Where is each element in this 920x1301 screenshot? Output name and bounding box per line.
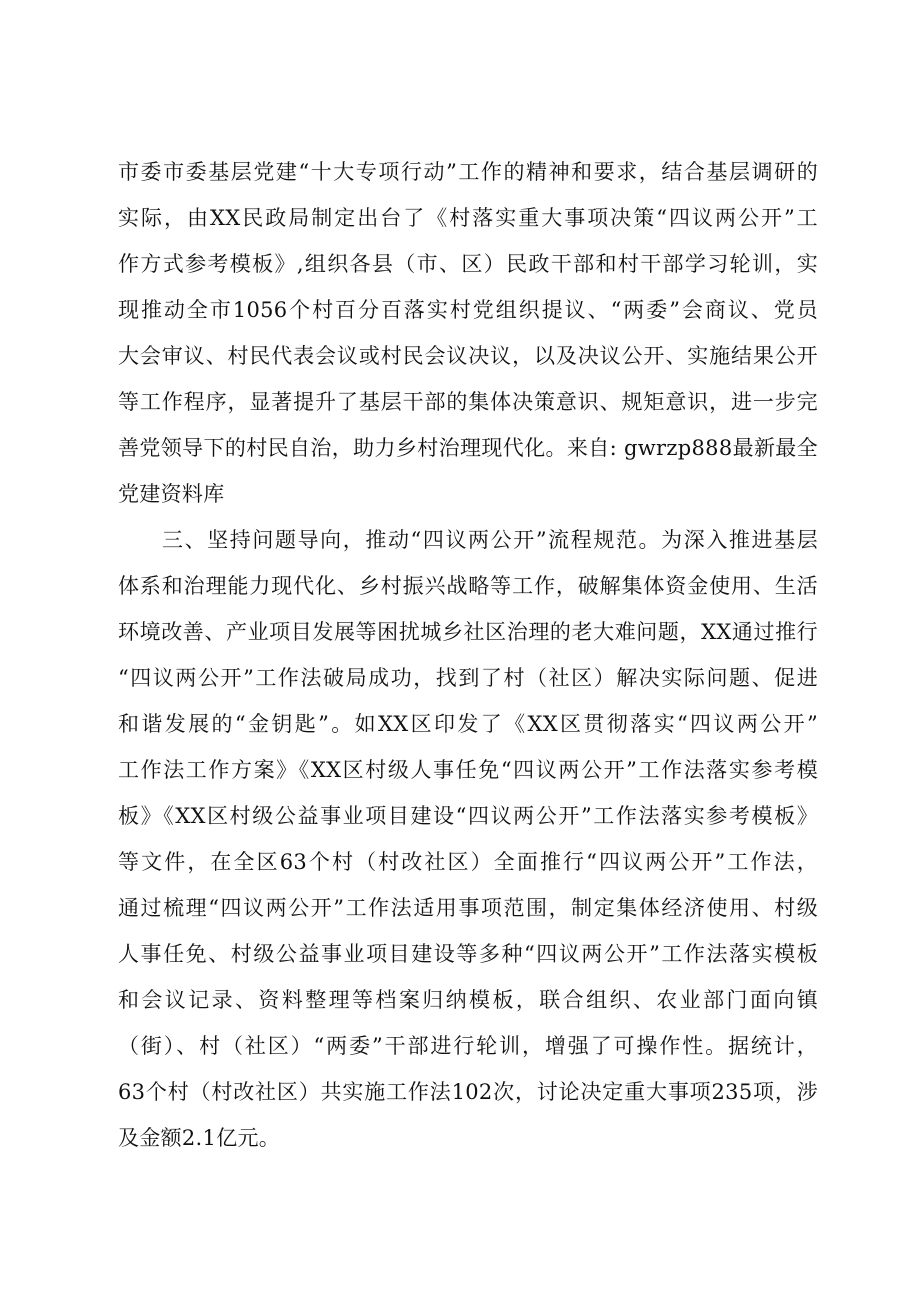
text-line: 通过梳理“四议两公开”工作法适用事项范围，制定集体经济使用、村级	[118, 896, 818, 920]
text-line: 等文件，在全区63个村（村改社区）全面推行“四议两公开”工作法，	[118, 850, 818, 874]
text-line: 环境改善、产业项目发展等困扰城乡社区治理的老大难问题，XX通过推行	[118, 620, 818, 644]
text-line: 体系和治理能力现代化、乡村振兴战略等工作，破解集体资金使用、生活	[118, 574, 818, 598]
text-line: 和谐发展的“金钥匙”。如XX区印发了《XX区贯彻落实“四议两公开”	[118, 712, 818, 736]
text-line: 及金额2.1亿元。	[118, 1126, 281, 1150]
text-line: 作方式参考模板》,组织各县（市、区）民政干部和村干部学习轮训，实	[118, 252, 818, 276]
text-line: “四议两公开”工作法破局成功，找到了村（社区）解决实际问题、促进	[118, 666, 818, 690]
text-line: 等工作程序，显著提升了基层干部的集体决策意识、规矩意识，进一步完	[118, 390, 818, 414]
text-line: 党建资料库	[118, 482, 225, 506]
text-line: 大会审议、村民代表会议或村民会议决议，以及决议公开、实施结果公开	[118, 344, 818, 368]
text-line: 63个村（村改社区）共实施工作法102次，讨论决定重大事项235项，涉	[118, 1080, 818, 1104]
text-line: 工作法工作方案》《XX区村级人事任免“四议两公开”工作法落实参考模	[118, 758, 818, 782]
text-line: 现推动全市1056个村百分百落实村党组织提议、“两委”会商议、党员	[118, 298, 818, 322]
text-line: 三、坚持问题导向，推动“四议两公开”流程规范。为深入推进基层	[162, 528, 818, 552]
text-line: 实际，由XX民政局制定出台了《村落实重大事项决策“四议两公开”工	[118, 206, 818, 230]
text-line: 善党领导下的村民自治，助力乡村治理现代化。来自: gwrzp888最新最全	[118, 436, 818, 460]
text-line: （街）、村（社区）“两委”干部进行轮训，增强了可操作性。据统计，	[118, 1034, 818, 1058]
text-line: 和会议记录、资料整理等档案归纳模板，联合组织、农业部门面向镇	[118, 988, 818, 1012]
text-line: 板》《XX区村级公益事业项目建设“四议两公开”工作法落实参考模板》	[118, 804, 818, 828]
text-line: 人事任免、村级公益事业项目建设等多种“四议两公开”工作法落实模板	[118, 942, 818, 966]
text-line: 市委市委基层党建“十大专项行动”工作的精神和要求，结合基层调研的	[118, 160, 818, 184]
